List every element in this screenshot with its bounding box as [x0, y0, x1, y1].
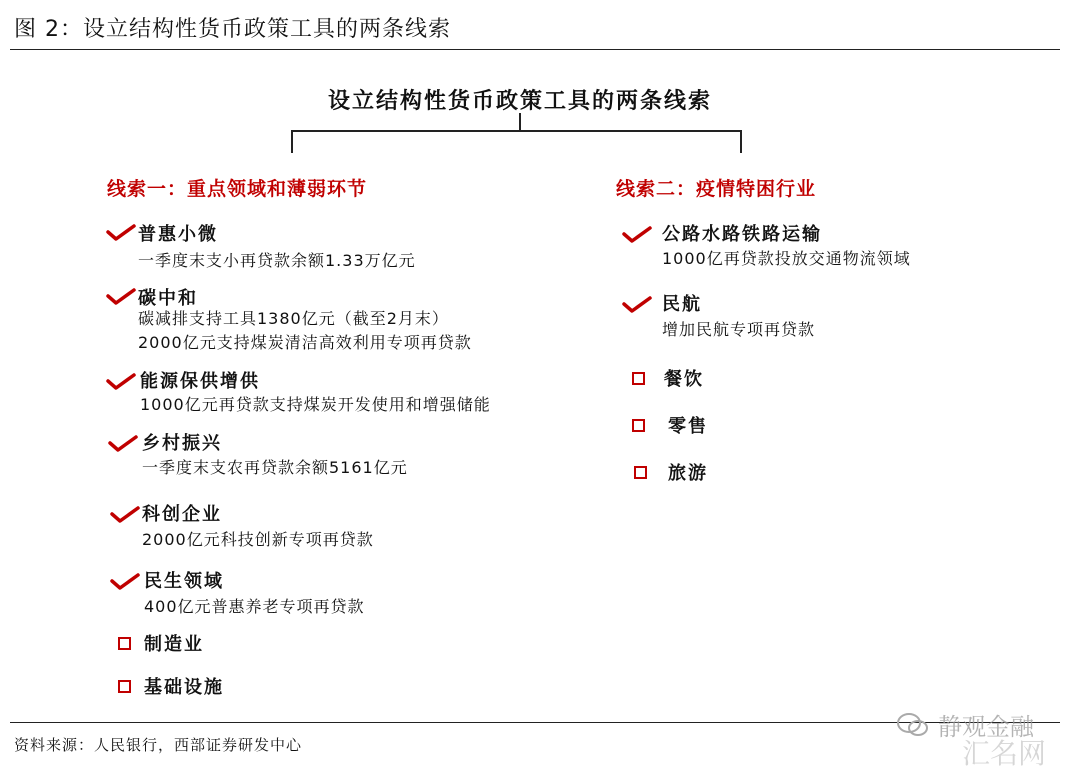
wechat-icon: [896, 712, 930, 738]
item-label-infrastructure: 基础设施: [144, 677, 224, 698]
diagram-title: 设立结构性货币政策工具的两条线索: [327, 88, 712, 114]
item-desc: 一季度末支小再贷款余额1.33万亿元: [138, 251, 416, 270]
check-icon: [622, 226, 652, 244]
item-label-sci-tech: 科创企业: [142, 504, 222, 525]
source-note: 资料来源：人民银行，西部证券研发中心: [14, 736, 303, 754]
item-label-pratt-small: 普惠小微: [138, 224, 218, 245]
item-label-tourism: 旅游: [668, 463, 708, 484]
item-desc: 400亿元普惠养老专项再贷款: [144, 597, 365, 616]
item-label-energy-supply: 能源保供增供: [140, 371, 260, 392]
branch-right-title: 线索二：疫情特困行业: [616, 178, 817, 200]
checkbox-square-icon: [118, 680, 131, 693]
item-label-livelihood: 民生领域: [144, 571, 224, 592]
item-label-rural-revitalization: 乡村振兴: [142, 433, 222, 454]
item-desc: 1000亿再贷款投放交通物流领域: [662, 249, 911, 268]
check-icon: [110, 506, 140, 524]
item-label-transport: 公路水路铁路运输: [662, 224, 822, 245]
check-icon: [106, 288, 136, 306]
watermark-text-2: 汇名网: [962, 737, 1047, 770]
item-desc: 增加民航专项再贷款: [662, 320, 816, 339]
checkbox-square-icon: [118, 637, 131, 650]
item-desc: 碳减排支持工具1380亿元（截至2月末）: [138, 309, 449, 328]
watermark-text: 静观金融: [938, 713, 1034, 741]
item-desc: 2000亿元科技创新专项再贷款: [142, 530, 374, 549]
check-icon: [108, 435, 138, 453]
item-label-retail: 零售: [668, 416, 708, 437]
figure-title: 图 2：设立结构性货币政策工具的两条线索: [14, 17, 451, 42]
item-label-carbon-neutral: 碳中和: [138, 288, 198, 309]
check-icon: [106, 373, 136, 391]
checkbox-square-icon: [632, 419, 645, 432]
item-desc: 1000亿元再贷款支持煤炭开发使用和增强储能: [140, 395, 491, 414]
item-desc: 2000亿元支持煤炭清洁高效利用专项再贷款: [138, 333, 472, 352]
check-icon: [110, 573, 140, 591]
item-label-catering: 餐饮: [664, 369, 704, 390]
item-desc: 一季度末支农再贷款余额5161亿元: [142, 458, 408, 477]
branch-left-title: 线索一：重点领域和薄弱环节: [107, 178, 368, 200]
check-icon: [622, 296, 652, 314]
item-label-manufacturing: 制造业: [144, 634, 204, 655]
item-label-civil-aviation: 民航: [662, 294, 702, 315]
check-icon: [106, 224, 136, 242]
checkbox-square-icon: [632, 372, 645, 385]
checkbox-square-icon: [634, 466, 647, 479]
